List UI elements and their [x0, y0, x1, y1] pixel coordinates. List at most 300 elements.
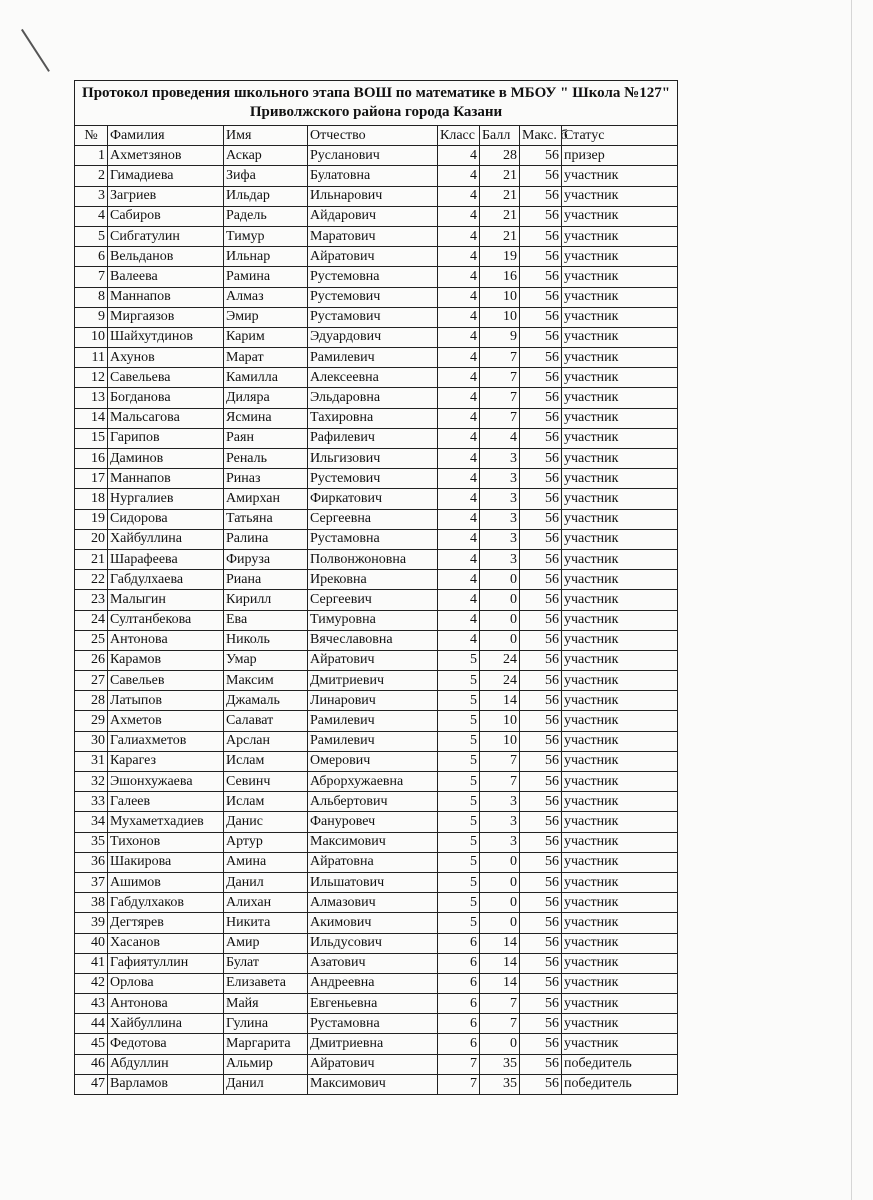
- cell-surname: Миргаязов: [108, 307, 224, 327]
- cell-surname: Габдулхаева: [108, 570, 224, 590]
- cell-number: 36: [75, 852, 108, 872]
- cell-patronymic: Ильнарович: [308, 186, 438, 206]
- cell-number: 20: [75, 529, 108, 549]
- cell-status: участник: [562, 166, 678, 186]
- cell-status: участник: [562, 247, 678, 267]
- cell-patronymic: Маратович: [308, 226, 438, 246]
- cell-grade: 6: [438, 973, 480, 993]
- cell-patronymic: Рустамовна: [308, 529, 438, 549]
- cell-number: 40: [75, 933, 108, 953]
- cell-score: 21: [480, 166, 520, 186]
- cell-number: 12: [75, 368, 108, 388]
- cell-name: Умар: [224, 650, 308, 670]
- cell-grade: 4: [438, 146, 480, 166]
- cell-status: участник: [562, 913, 678, 933]
- cell-status: победитель: [562, 1054, 678, 1074]
- cell-name: Фируза: [224, 549, 308, 569]
- cell-grade: 5: [438, 711, 480, 731]
- cell-surname: Даминов: [108, 449, 224, 469]
- cell-status: участник: [562, 1014, 678, 1034]
- cell-status: участник: [562, 226, 678, 246]
- table-row: [75, 146, 678, 166]
- cell-grade: 4: [438, 247, 480, 267]
- cell-score: 3: [480, 489, 520, 509]
- cell-name: Камилла: [224, 368, 308, 388]
- cell-grade: 6: [438, 1034, 480, 1054]
- cell-patronymic: Алексеевна: [308, 368, 438, 388]
- cell-patronymic: Эдуардович: [308, 327, 438, 347]
- cell-patronymic: Полвонжоновна: [308, 549, 438, 569]
- header-row: [75, 126, 678, 146]
- cell-patronymic: Рустемовна: [308, 267, 438, 287]
- cell-grade: 4: [438, 166, 480, 186]
- cell-surname: Галеев: [108, 792, 224, 812]
- cell-grade: 5: [438, 772, 480, 792]
- cell-score: 0: [480, 852, 520, 872]
- cell-name: Эмир: [224, 307, 308, 327]
- cell-name: Ильдар: [224, 186, 308, 206]
- cell-score: 0: [480, 1034, 520, 1054]
- cell-max-score: 56: [520, 610, 562, 630]
- cell-name: Зифа: [224, 166, 308, 186]
- table-row: [75, 1074, 678, 1094]
- table-row: [75, 247, 678, 267]
- cell-surname: Савельев: [108, 671, 224, 691]
- cell-grade: 4: [438, 388, 480, 408]
- cell-name: Салават: [224, 711, 308, 731]
- cell-status: участник: [562, 287, 678, 307]
- page-edge: [851, 0, 852, 1200]
- cell-surname: Галиахметов: [108, 731, 224, 751]
- cell-status: участник: [562, 832, 678, 852]
- cell-surname: Тихонов: [108, 832, 224, 852]
- table-row: [75, 933, 678, 953]
- table-row: [75, 570, 678, 590]
- cell-patronymic: Рустемович: [308, 287, 438, 307]
- cell-score: 3: [480, 509, 520, 529]
- cell-grade: 4: [438, 570, 480, 590]
- document-title: Протокол проведения школьного этапа ВОШ по математике в МБОУ " Школа №127" Приволжского района города Казани: [75, 81, 678, 126]
- table-row: [75, 186, 678, 206]
- cell-max-score: 56: [520, 368, 562, 388]
- cell-name: Данил: [224, 1074, 308, 1094]
- cell-surname: Малыгин: [108, 590, 224, 610]
- cell-grade: 7: [438, 1054, 480, 1074]
- cell-name: Ислам: [224, 751, 308, 771]
- cell-patronymic: Тахировна: [308, 408, 438, 428]
- cell-grade: 4: [438, 469, 480, 489]
- cell-name: Амирхан: [224, 489, 308, 509]
- cell-surname: Орлова: [108, 973, 224, 993]
- cell-name: Амина: [224, 852, 308, 872]
- cell-patronymic: Ильгизович: [308, 449, 438, 469]
- cell-max-score: 56: [520, 852, 562, 872]
- cell-grade: 5: [438, 731, 480, 751]
- table-row: [75, 610, 678, 630]
- cell-status: участник: [562, 893, 678, 913]
- cell-score: 0: [480, 893, 520, 913]
- cell-score: 24: [480, 650, 520, 670]
- cell-status: участник: [562, 549, 678, 569]
- cell-grade: 6: [438, 933, 480, 953]
- cell-surname: Хайбуллина: [108, 1014, 224, 1034]
- table-row: [75, 590, 678, 610]
- cell-name: Арслан: [224, 731, 308, 751]
- col-header-grade: Класс: [438, 126, 480, 146]
- col-header-surname: Фамилия: [108, 126, 224, 146]
- table-row: [75, 287, 678, 307]
- cell-number: 30: [75, 731, 108, 751]
- cell-status: участник: [562, 933, 678, 953]
- cell-status: участник: [562, 509, 678, 529]
- table-row: [75, 529, 678, 549]
- cell-patronymic: Сергеевич: [308, 590, 438, 610]
- cell-number: 3: [75, 186, 108, 206]
- cell-grade: 4: [438, 348, 480, 368]
- cell-name: Диляра: [224, 388, 308, 408]
- cell-score: 10: [480, 731, 520, 751]
- cell-number: 15: [75, 428, 108, 448]
- cell-patronymic: Акимович: [308, 913, 438, 933]
- cell-grade: 4: [438, 327, 480, 347]
- cell-surname: Ахметзянов: [108, 146, 224, 166]
- cell-surname: Абдуллин: [108, 1054, 224, 1074]
- cell-number: 4: [75, 206, 108, 226]
- cell-name: Рамина: [224, 267, 308, 287]
- cell-status: участник: [562, 994, 678, 1014]
- cell-score: 21: [480, 206, 520, 226]
- cell-surname: Шайхутдинов: [108, 327, 224, 347]
- cell-surname: Хасанов: [108, 933, 224, 953]
- cell-status: участник: [562, 388, 678, 408]
- cell-score: 19: [480, 247, 520, 267]
- cell-score: 3: [480, 832, 520, 852]
- cell-max-score: 56: [520, 549, 562, 569]
- cell-number: 9: [75, 307, 108, 327]
- cell-grade: 5: [438, 812, 480, 832]
- cell-name: Николь: [224, 630, 308, 650]
- cell-surname: Латыпов: [108, 691, 224, 711]
- cell-max-score: 56: [520, 348, 562, 368]
- cell-number: 8: [75, 287, 108, 307]
- cell-status: участник: [562, 529, 678, 549]
- table-row: [75, 913, 678, 933]
- cell-surname: Сидорова: [108, 509, 224, 529]
- cell-status: участник: [562, 691, 678, 711]
- cell-max-score: 56: [520, 226, 562, 246]
- cell-name: Раян: [224, 428, 308, 448]
- cell-number: 6: [75, 247, 108, 267]
- cell-grade: 5: [438, 751, 480, 771]
- cell-max-score: 56: [520, 327, 562, 347]
- cell-score: 0: [480, 630, 520, 650]
- cell-score: 21: [480, 226, 520, 246]
- cell-number: 29: [75, 711, 108, 731]
- cell-grade: 4: [438, 489, 480, 509]
- cell-max-score: 56: [520, 893, 562, 913]
- cell-status: участник: [562, 348, 678, 368]
- cell-name: Данил: [224, 872, 308, 892]
- cell-patronymic: Вячеславовна: [308, 630, 438, 650]
- cell-grade: 5: [438, 872, 480, 892]
- cell-name: Майя: [224, 994, 308, 1014]
- table-row: [75, 1034, 678, 1054]
- table-row: [75, 489, 678, 509]
- cell-grade: 4: [438, 368, 480, 388]
- cell-score: 28: [480, 146, 520, 166]
- cell-score: 9: [480, 327, 520, 347]
- cell-name: Кирилл: [224, 590, 308, 610]
- cell-max-score: 56: [520, 772, 562, 792]
- cell-number: 31: [75, 751, 108, 771]
- table-row: [75, 872, 678, 892]
- table-row: [75, 893, 678, 913]
- cell-status: участник: [562, 711, 678, 731]
- cell-grade: 5: [438, 671, 480, 691]
- cell-surname: Хайбуллина: [108, 529, 224, 549]
- cell-surname: Эшонхужаева: [108, 772, 224, 792]
- cell-surname: Богданова: [108, 388, 224, 408]
- cell-max-score: 56: [520, 388, 562, 408]
- cell-status: участник: [562, 307, 678, 327]
- cell-grade: 5: [438, 832, 480, 852]
- cell-number: 41: [75, 953, 108, 973]
- cell-max-score: 56: [520, 186, 562, 206]
- cell-score: 14: [480, 973, 520, 993]
- cell-number: 11: [75, 348, 108, 368]
- cell-surname: Сабиров: [108, 206, 224, 226]
- table-row: [75, 832, 678, 852]
- table-row: [75, 388, 678, 408]
- cell-score: 7: [480, 368, 520, 388]
- table-row: [75, 994, 678, 1014]
- cell-surname: Ахметов: [108, 711, 224, 731]
- cell-number: 19: [75, 509, 108, 529]
- cell-status: участник: [562, 671, 678, 691]
- cell-number: 47: [75, 1074, 108, 1094]
- cell-name: Алихан: [224, 893, 308, 913]
- cell-patronymic: Тимуровна: [308, 610, 438, 630]
- cell-surname: Загриев: [108, 186, 224, 206]
- cell-score: 7: [480, 772, 520, 792]
- cell-number: 26: [75, 650, 108, 670]
- table-row: [75, 1014, 678, 1034]
- cell-surname: Антонова: [108, 630, 224, 650]
- cell-grade: 4: [438, 226, 480, 246]
- cell-patronymic: Ильдусович: [308, 933, 438, 953]
- cell-max-score: 56: [520, 913, 562, 933]
- table-row: [75, 691, 678, 711]
- cell-patronymic: Рамилевич: [308, 711, 438, 731]
- cell-max-score: 56: [520, 489, 562, 509]
- cell-max-score: 56: [520, 994, 562, 1014]
- cell-grade: 5: [438, 852, 480, 872]
- cell-grade: 6: [438, 953, 480, 973]
- cell-max-score: 56: [520, 630, 562, 650]
- cell-surname: Федотова: [108, 1034, 224, 1054]
- cell-score: 0: [480, 610, 520, 630]
- cell-score: 3: [480, 549, 520, 569]
- table-row: [75, 307, 678, 327]
- cell-score: 7: [480, 751, 520, 771]
- cell-grade: 4: [438, 549, 480, 569]
- cell-patronymic: Рамилевич: [308, 348, 438, 368]
- cell-patronymic: Ирековна: [308, 570, 438, 590]
- cell-status: участник: [562, 812, 678, 832]
- cell-patronymic: Рустамовна: [308, 1014, 438, 1034]
- cell-name: Альмир: [224, 1054, 308, 1074]
- cell-max-score: 56: [520, 206, 562, 226]
- cell-grade: 4: [438, 610, 480, 630]
- table-row: [75, 428, 678, 448]
- cell-grade: 5: [438, 913, 480, 933]
- table-row: [75, 368, 678, 388]
- cell-number: 35: [75, 832, 108, 852]
- cell-max-score: 56: [520, 428, 562, 448]
- cell-max-score: 56: [520, 792, 562, 812]
- cell-number: 5: [75, 226, 108, 246]
- cell-name: Гулина: [224, 1014, 308, 1034]
- cell-max-score: 56: [520, 449, 562, 469]
- cell-patronymic: Максимович: [308, 832, 438, 852]
- cell-name: Ильнар: [224, 247, 308, 267]
- cell-patronymic: Русланович: [308, 146, 438, 166]
- cell-number: 43: [75, 994, 108, 1014]
- cell-patronymic: Булатовна: [308, 166, 438, 186]
- cell-number: 22: [75, 570, 108, 590]
- cell-patronymic: Рустамович: [308, 307, 438, 327]
- cell-status: участник: [562, 449, 678, 469]
- cell-score: 10: [480, 287, 520, 307]
- cell-score: 3: [480, 792, 520, 812]
- table-row: [75, 408, 678, 428]
- cell-patronymic: Дмитриевич: [308, 671, 438, 691]
- cell-surname: Нургалиев: [108, 489, 224, 509]
- table-row: [75, 751, 678, 771]
- cell-grade: 7: [438, 1074, 480, 1094]
- cell-status: участник: [562, 206, 678, 226]
- cell-patronymic: Максимович: [308, 1074, 438, 1094]
- cell-surname: Габдулхаков: [108, 893, 224, 913]
- table-row: [75, 206, 678, 226]
- cell-number: 18: [75, 489, 108, 509]
- cell-grade: 4: [438, 590, 480, 610]
- table-row: [75, 650, 678, 670]
- cell-status: призер: [562, 146, 678, 166]
- cell-grade: 4: [438, 307, 480, 327]
- cell-name: Елизавета: [224, 973, 308, 993]
- cell-name: Амир: [224, 933, 308, 953]
- cell-status: участник: [562, 1034, 678, 1054]
- cell-status: участник: [562, 428, 678, 448]
- cell-score: 0: [480, 913, 520, 933]
- cell-max-score: 56: [520, 691, 562, 711]
- cell-status: участник: [562, 408, 678, 428]
- table-row: [75, 449, 678, 469]
- cell-grade: 4: [438, 509, 480, 529]
- cell-number: 17: [75, 469, 108, 489]
- cell-name: Ясмина: [224, 408, 308, 428]
- cell-score: 10: [480, 307, 520, 327]
- cell-grade: 4: [438, 287, 480, 307]
- cell-grade: 5: [438, 691, 480, 711]
- cell-score: 3: [480, 469, 520, 489]
- cell-max-score: 56: [520, 247, 562, 267]
- cell-max-score: 56: [520, 650, 562, 670]
- cell-name: Риана: [224, 570, 308, 590]
- cell-surname: Вельданов: [108, 247, 224, 267]
- cell-max-score: 56: [520, 953, 562, 973]
- cell-grade: 5: [438, 792, 480, 812]
- cell-status: участник: [562, 751, 678, 771]
- cell-score: 16: [480, 267, 520, 287]
- cell-number: 25: [75, 630, 108, 650]
- cell-number: 23: [75, 590, 108, 610]
- cell-number: 33: [75, 792, 108, 812]
- cell-patronymic: Айратович: [308, 650, 438, 670]
- cell-max-score: 56: [520, 671, 562, 691]
- cell-name: Тимур: [224, 226, 308, 246]
- cell-name: Севинч: [224, 772, 308, 792]
- cell-max-score: 56: [520, 933, 562, 953]
- table-row: [75, 852, 678, 872]
- cell-status: участник: [562, 630, 678, 650]
- cell-max-score: 56: [520, 751, 562, 771]
- table-row: [75, 671, 678, 691]
- cell-max-score: 56: [520, 1074, 562, 1094]
- cell-number: 14: [75, 408, 108, 428]
- table-row: [75, 348, 678, 368]
- cell-number: 24: [75, 610, 108, 630]
- cell-max-score: 56: [520, 711, 562, 731]
- table-row: [75, 711, 678, 731]
- table-row: [75, 166, 678, 186]
- cell-surname: Мухаметхадиев: [108, 812, 224, 832]
- cell-name: Ралина: [224, 529, 308, 549]
- cell-number: 28: [75, 691, 108, 711]
- cell-score: 21: [480, 186, 520, 206]
- cell-name: Артур: [224, 832, 308, 852]
- cell-number: 27: [75, 671, 108, 691]
- cell-patronymic: Айратовна: [308, 852, 438, 872]
- cell-surname: Савельева: [108, 368, 224, 388]
- cell-patronymic: Евгеньевна: [308, 994, 438, 1014]
- cell-name: Ева: [224, 610, 308, 630]
- cell-name: Маргарита: [224, 1034, 308, 1054]
- cell-max-score: 56: [520, 529, 562, 549]
- cell-number: 44: [75, 1014, 108, 1034]
- cell-surname: Маннапов: [108, 469, 224, 489]
- cell-status: участник: [562, 872, 678, 892]
- cell-surname: Валеева: [108, 267, 224, 287]
- cell-max-score: 56: [520, 307, 562, 327]
- cell-surname: Маннапов: [108, 287, 224, 307]
- cell-number: 37: [75, 872, 108, 892]
- cell-name: Булат: [224, 953, 308, 973]
- cell-status: участник: [562, 368, 678, 388]
- cell-surname: Карагез: [108, 751, 224, 771]
- cell-patronymic: Фиркатович: [308, 489, 438, 509]
- cell-grade: 4: [438, 267, 480, 287]
- cell-number: 13: [75, 388, 108, 408]
- cell-name: Риназ: [224, 469, 308, 489]
- cell-name: Карим: [224, 327, 308, 347]
- cell-status: участник: [562, 953, 678, 973]
- cell-score: 0: [480, 570, 520, 590]
- cell-surname: Шарафеева: [108, 549, 224, 569]
- cell-grade: 5: [438, 650, 480, 670]
- cell-patronymic: Андреевна: [308, 973, 438, 993]
